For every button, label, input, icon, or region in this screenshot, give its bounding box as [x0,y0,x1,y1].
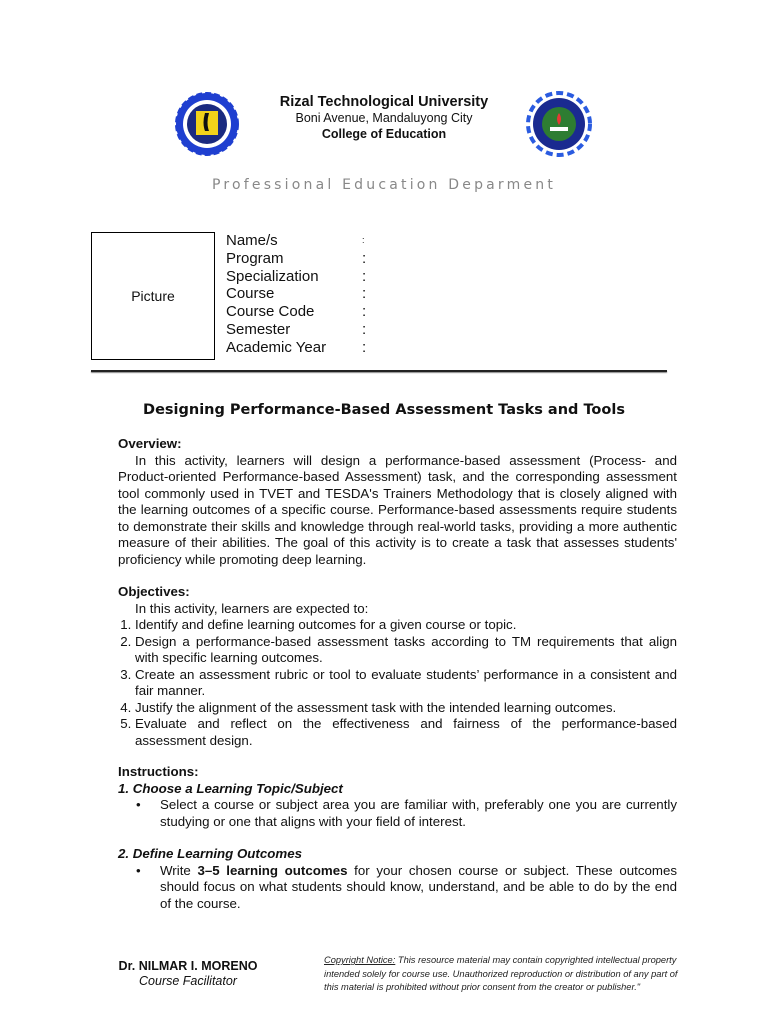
university-name: Rizal Technological University [279,94,489,110]
objectives-section [118,584,677,749]
info-row [226,268,366,286]
info-colon: : [362,249,367,267]
student-info [226,232,366,357]
department-name: Professional Education Deparment [211,177,557,193]
copyright-text: This resource material may contain copyrighted intellectual property intended solely for course use. Unauthorized reproduction or distribution of any part of this material is prohibited without prior consent from the creator or publisher." [324,955,678,992]
text: Write [160,862,198,878]
info-colon: : [362,267,367,285]
emphasis: 3–5 learning outcomes [197,862,348,878]
info-colon: : [362,338,367,356]
overview-heading: Overview: [118,436,182,451]
objectives-list [118,617,677,749]
bullet-icon: • [136,862,141,878]
picture-label: Picture [131,288,175,304]
info-label: Program [226,249,284,267]
list-item: 1. Identify and define learning outcomes for a given course or topic. [135,617,677,634]
university-address: Boni Avenue, Mandaluyong City [295,111,473,125]
facilitator-name: Dr. NILMAR I. MORENO [118,959,258,973]
info-label: Name/s [226,232,278,249]
college-name: College of Education [321,127,447,141]
objectives-intro: In this activity, learners are expected to: [135,600,369,616]
overview-text [118,453,677,569]
info-row [226,285,366,303]
list-item: 3. Create an assessment rubric or tool to evaluate students’ performance in a consistent and fair manner. [135,667,677,700]
bullet-text: Select a course or subject area you are familiar with, preferably one you are currently studying or one that aligns with your field of interest. [160,797,677,829]
step-title: 1. Choose a Learning Topic/Subject [118,780,343,796]
info-label: Specialization [226,267,319,285]
info-label: Academic Year [226,338,327,356]
info-row [226,339,366,357]
list-item: 2. Design a performance-based assessment tasks according to TM requirements that align with specific learning outcomes. [135,634,677,667]
info-label: Course Code [226,303,315,321]
facilitator-role: Course Facilitator [139,974,237,988]
list-item: 5. Evaluate and reflect on the effectiveness and fairness of the performance-based assessment design. [135,716,677,749]
overview-section [118,436,677,568]
bullet-text [160,863,677,913]
info-colon: : [362,235,365,245]
info-row [226,321,366,339]
objectives-heading: Objectives: [118,584,190,599]
list-item [136,797,677,830]
info-row [226,232,366,250]
list-item: 4. Justify the alignment of the assessment task with the intended learning outcomes. [135,700,677,717]
bullet-icon: • [136,797,141,812]
list-item [136,863,677,913]
divider [91,370,667,372]
info-row [226,303,366,321]
info-colon: : [362,285,367,303]
page-title: Designing Performance-Based Assessment Tasks and Tools [143,402,625,418]
info-colon: : [362,303,367,321]
info-colon: : [362,320,367,338]
info-label: Course [226,285,275,303]
facilitator-signature [108,959,268,989]
step-title: 2. Define Learning Outcomes [118,846,302,861]
copyright-notice [324,954,684,995]
instructions-section [118,764,677,912]
info-row [226,250,366,268]
instructions-heading: Instructions: [118,764,199,779]
overview-paragraph: In this activity, learners will design a performance-based assessment (Process- and Product-oriented Performance-based Assessment) task, and the corresponding assessment tool commonly used in TVET and TESDA's Trainers Methodology that is closely aligned with the learning outcomes of a specific course. Performance-based assessments require students to demonstrate their skills and knowledge through real-world tasks, providing a more authentic measure of their abilities. The goal of this activity is to create a task that assesses students' proficiency while promoting deep learning. [118,452,677,567]
copyright-label: Copyright Notice: [324,955,396,965]
college-of-education-logo-icon [526,91,592,157]
info-label: Semester [226,320,291,338]
picture-placeholder [91,232,215,360]
text: for your chosen course or subject. These outcomes should focus on what students should know, understand, and be able to do by the end of the course. [160,862,677,911]
